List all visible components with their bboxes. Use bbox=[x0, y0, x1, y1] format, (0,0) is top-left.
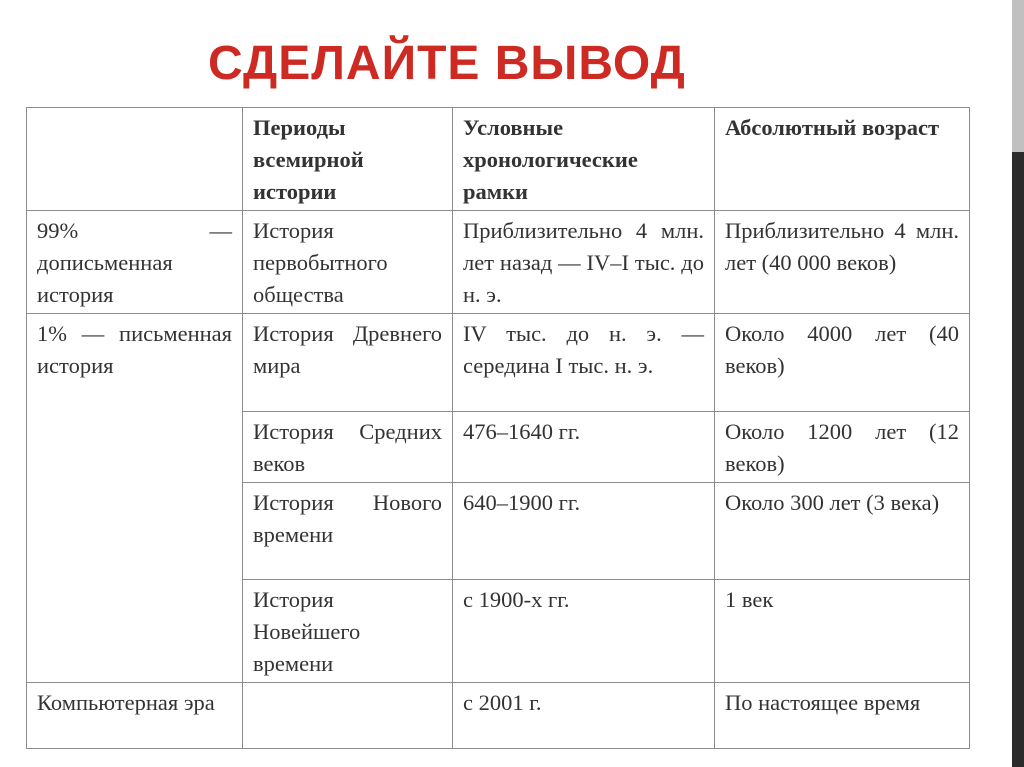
age-cell: Около 4000 лет (40 веков) bbox=[715, 314, 970, 412]
frame-cell: с 1900-х гг. bbox=[453, 580, 715, 683]
table-header-row bbox=[27, 108, 970, 211]
frame-cell: IV тыс. до н. э. — середина I тыс. н. э. bbox=[453, 314, 715, 412]
table-row bbox=[27, 683, 970, 749]
table-row bbox=[27, 314, 970, 412]
history-periods-table bbox=[26, 107, 970, 749]
period-cell: История Средних веков bbox=[243, 412, 453, 483]
table-row bbox=[27, 211, 970, 314]
age-cell: 1 век bbox=[715, 580, 970, 683]
share-computer-era-cell: Компьютерная эра bbox=[27, 683, 243, 749]
frame-cell: Приблизительно 4 млн. лет назад — IV–I тыс. до н. э. bbox=[453, 211, 715, 314]
age-cell: По настоящее время bbox=[715, 683, 970, 749]
share-prehistoric-cell: 99% — дописьменная история bbox=[27, 211, 243, 314]
period-cell: История первобытного общества bbox=[243, 211, 453, 314]
age-cell: Приблизительно 4 млн. лет (40 000 веков) bbox=[715, 211, 970, 314]
period-cell-empty bbox=[243, 683, 453, 749]
header-chronological-frame: Условные хронологические рамки bbox=[453, 108, 715, 211]
period-cell: История Новейшего времени bbox=[243, 580, 453, 683]
header-periods: Периоды всемирной истории bbox=[243, 108, 453, 211]
header-empty-cell bbox=[27, 108, 243, 211]
frame-cell: 476–1640 гг. bbox=[453, 412, 715, 483]
period-cell: История Нового времени bbox=[243, 483, 453, 580]
period-cell: История Древнего мира bbox=[243, 314, 453, 412]
frame-cell: 640–1900 гг. bbox=[453, 483, 715, 580]
decorative-side-bar bbox=[1012, 0, 1024, 767]
frame-cell: с 2001 г. bbox=[453, 683, 715, 749]
header-absolute-age: Абсолютный возраст bbox=[715, 108, 970, 211]
age-cell: Около 300 лет (3 века) bbox=[715, 483, 970, 580]
slide-title: СДЕЛАЙТЕ ВЫВОД bbox=[208, 37, 686, 90]
age-cell: Около 1200 лет (12 веков) bbox=[715, 412, 970, 483]
share-written-history-cell: 1% — письменная история bbox=[27, 314, 243, 683]
